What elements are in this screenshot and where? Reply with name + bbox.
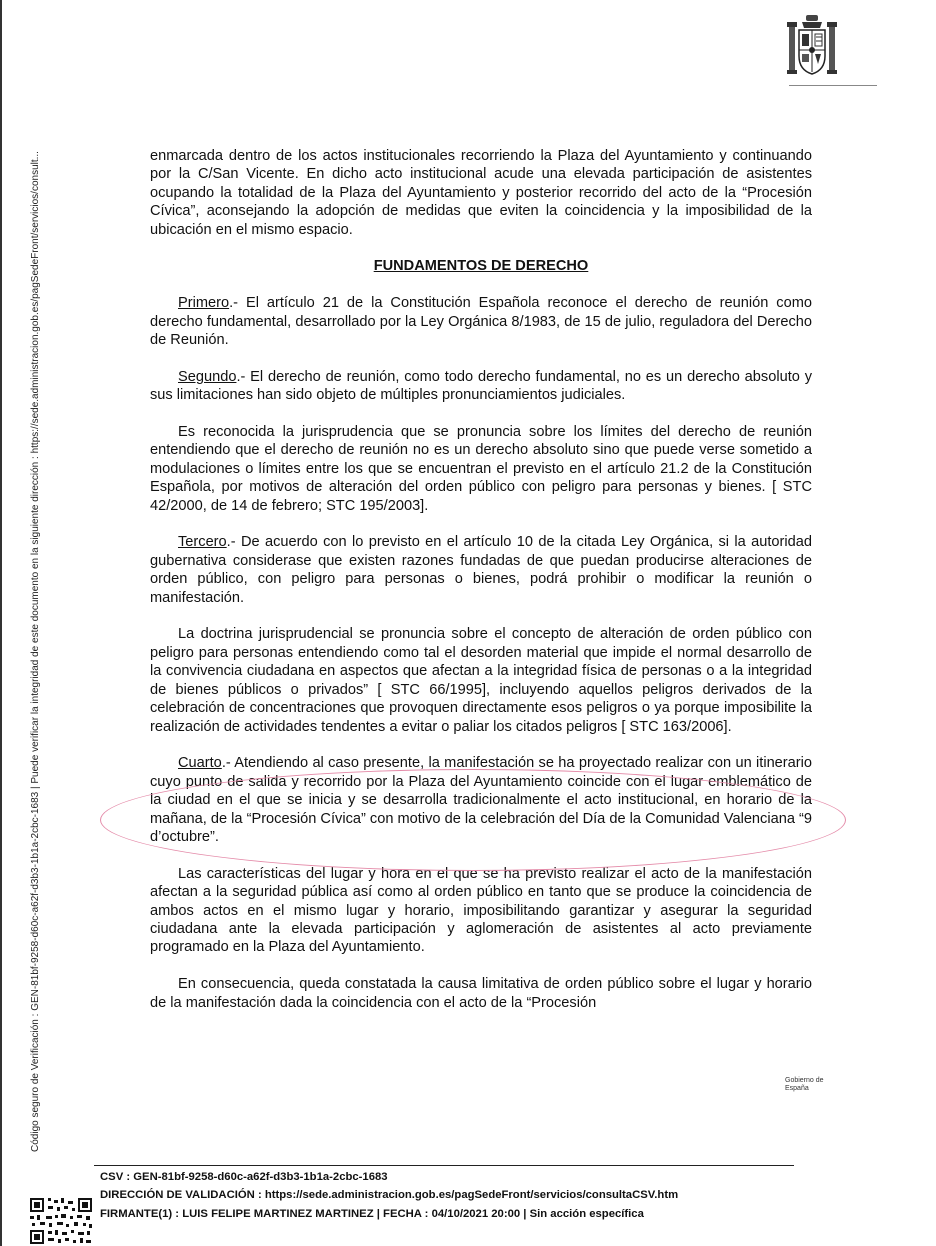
document-body [150, 147, 812, 1030]
stamp-line-2: España [785, 1085, 809, 1092]
primero-label: Primero [178, 295, 230, 312]
section-title: FUNDAMENTOS DE DERECHO [373, 258, 589, 275]
spain-coat-of-arms-icon [787, 14, 837, 80]
footer-signer: FIRMANTE(1) : LUIS FELIPE MARTINEZ MARTINEZ | FECHA : 04/10/2021 20:00 | Sin acción específica [100, 1208, 644, 1220]
paragraph-consecuencia: En consecuencia, queda constatada la causa limitativa de orden público sobre el lugar y horario de la manifestación dada la coincidencia con el acto de la “Procesión [150, 976, 812, 1011]
footer-csv: CSV : GEN-81bf-9258-d60c-a62f-d3b3-1b1a-2cbc-1683 [100, 1171, 388, 1183]
stamp-line-1: Gobierno de [785, 1077, 824, 1084]
gobierno-stamp [785, 1077, 824, 1093]
tercero-label: Tercero [178, 534, 227, 551]
segundo-text: .- El derecho de reunión, como todo derecho fundamental, no es un derecho absoluto y sus limitaciones han sido objeto de múltiples pronunciamientos judiciales. [150, 368, 812, 404]
paragraph-primero [150, 294, 812, 349]
paragraph-tercero [150, 533, 812, 607]
paragraph-caracteristicas: Las características del lugar y hora en el que se ha previsto realizar el acto de la manifestación afectan a la seguridad pública así como al orden público en tanto que se produce la coincidencia de ambos actos en el mismo lugar y horario, imposibilitando garantizar y asegurar la seguridad ciudadana ante la elevada participación y aglomeración de asistentes al acto previamente programado en la Plaza del Ayuntamiento. [150, 865, 812, 956]
paragraph-doctrina: La doctrina jurisprudencial se pronuncia sobre el concepto de alteración de orden público con peligro para personas entendiendo como tal el desorden material que impide el normal desarrollo de la convivencia ciudadana en aspectos que afectan a la integridad física de personas o a la integridad de bienes públicos o privados” [ STC 66/1995], incluyendo aquellos peligros derivados de la celebración de concentraciones que provoquen directamente esos peligros o ya porque imposibilite la realización de actividades tendentes a evitar o paliar los citados peligros [ STC 163/2006]. [150, 626, 812, 735]
verification-side-note: Código seguro de Verificación : GEN-81bf-9258-d60c-a62f-d3b3-1b1a-2cbc-1683 | Puede verificar la integridad de este documento en la siguiente dirección : https://sede.administracion.gob.es/pagSedeFront/servicios/consult... [30, 151, 41, 1152]
highlight-ellipse [100, 769, 846, 871]
footer-rule [94, 1165, 794, 1166]
primero-text: .- El artículo 21 de la Constitución Española reconoce el derecho de reunión como derecho fundamental, desarrollado por la Ley Orgánica 8/1983, de 15 de julio, reguladora del Derecho de Reunión. [150, 295, 812, 349]
paragraph-jurisprudencia: Es reconocida la jurisprudencia que se pronuncia sobre los límites del derecho de reunión entendiendo que el derecho de reunión no es un derecho absoluto sino que puede verse sometido a modulaciones o límites entre los que se encuentran el previsto en el artículo 21.2 de la Constitución Española, por motivos de alteración del orden público con peligro para personas y bienes. [ STC 42/2000, de 14 de febrero; STC 195/2003]. [150, 424, 812, 514]
paragraph-segundo [150, 368, 812, 405]
qr-code-icon [28, 1196, 94, 1246]
footer-validation-url[interactable]: DIRECCIÓN DE VALIDACIÓN : https://sede.administracion.gob.es/pagSedeFront/servicios/consultaCSV.htm [100, 1189, 679, 1201]
intro-paragraph: enmarcada dentro de los actos institucionales recorriendo la Plaza del Ayuntamiento y continuando por la C/San Vicente. En dicho acto institucional acude una elevada participación de asistentes ocupando la totalidad de la Plaza del Ayuntamiento y posterior recorrido del acto de la “Procesión Cívica”, aconsejando la adopción de medidas que eviten la coincidencia y la imposibilidad de la ubicación en el mismo espacio. [150, 148, 812, 238]
segundo-label: Segundo [178, 368, 237, 385]
tercero-text: .- De acuerdo con lo previsto en el artículo 10 de la citada Ley Orgánica, si la autoridad gubernativa considerase que existen razones fundadas de que puedan producirse alteraciones de orden público, con peligro para personas o bienes, podrá prohibir o modificar la reunión o manifestación. [150, 534, 812, 606]
header-rule [789, 85, 877, 86]
page-edge-divider [0, 0, 2, 1246]
cuarto-text: .- Atendiendo al caso presente, la manifestación se ha proyectado realizar con un itinerario cuyo punto de salida y recorrido por la Plaza del Ayuntamiento coincide con el lugar emblemático de la ciudad en el que se inicia y se desarrolla tradicionalmente el acto institucional, en horario de la mañana, de la “Procesión Cívica” con motivo de la celebración del Día de la Comunidad Valenciana “9 d’octubre”. [150, 755, 812, 845]
cuarto-label: Cuarto [178, 755, 222, 772]
